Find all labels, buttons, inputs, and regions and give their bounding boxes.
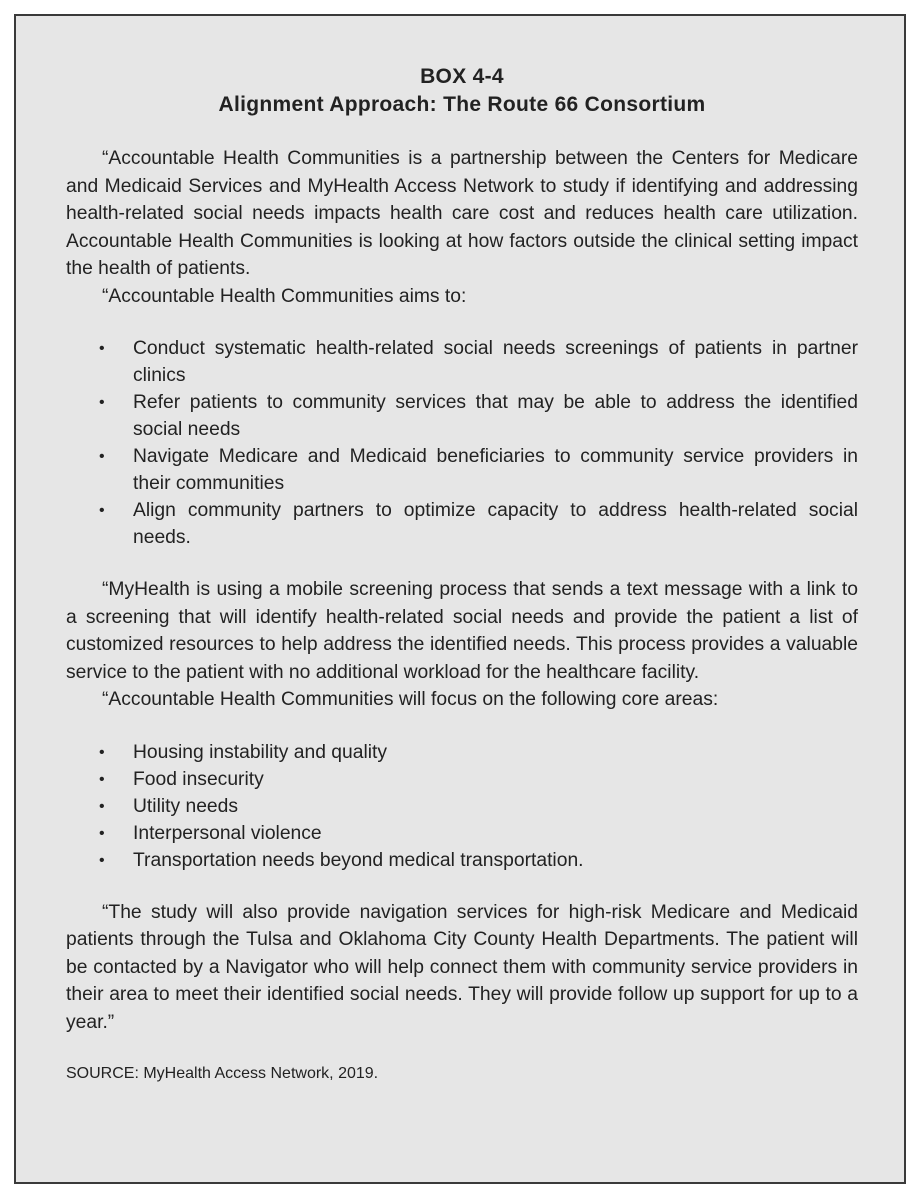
bullet-icon: • xyxy=(99,394,105,411)
list-item xyxy=(66,793,858,820)
list-item-text: Food insecurity xyxy=(133,768,264,790)
source-note: SOURCE: MyHealth Access Network, 2019. xyxy=(66,1065,379,1082)
list-item-text: Align community partners to optimize capacity to address health-related social needs. xyxy=(133,500,858,548)
bullet-icon: • xyxy=(99,448,105,465)
list-item xyxy=(66,443,858,497)
list-item xyxy=(66,497,858,551)
list-item xyxy=(66,335,858,389)
bullet-icon: • xyxy=(99,743,105,761)
list-item-text: Transportation needs beyond medical transportation. xyxy=(133,849,584,871)
paragraph-partnership: “Accountable Health Communities is a partnership between the Centers for Medicare and Medicaid Services and MyHealth Access Network to study if identifying and addressing health-related social needs impacts health care cost and reduces health care utilization. Accountable Health Communities is looking at how factors outside the clinical setting impact the health of patients. xyxy=(66,148,858,279)
list-item-text: Utility needs xyxy=(133,795,239,817)
list-item xyxy=(66,847,858,874)
list-item-text: Refer patients to community services that may be able to address the identified social needs xyxy=(133,392,858,440)
box-title: Alignment Approach: The Route 66 Consortium xyxy=(218,93,706,116)
list-item xyxy=(66,389,858,443)
list-item xyxy=(66,739,858,766)
box-4-4 xyxy=(14,14,906,1184)
paragraph-core-areas-intro: “Accountable Health Communities will focus on the following core areas: xyxy=(102,689,719,710)
paragraph-mobile-screening: “MyHealth is using a mobile screening process that sends a text message with a link to a screening that will identify health-related social needs and provide the patient a list of customized resources to help address the identified needs. This process provides a valuable service to the patient with no additional workload for the healthcare facility. xyxy=(66,579,858,683)
bullet-icon: • xyxy=(99,502,105,519)
list-item xyxy=(66,766,858,793)
paragraph-navigation-services: “The study will also provide navigation services for high-risk Medicare and Medicaid patients through the Tulsa and Oklahoma City County Health Departments. The patient will be contacted by a Navigator who will help connect them with community service providers in their area to meet their identified social needs. They will provide follow up support for up to a year.” xyxy=(66,901,858,1033)
paragraph-aims-intro: “Accountable Health Communities aims to: xyxy=(102,285,467,307)
box-content xyxy=(66,63,858,1101)
core-areas-list xyxy=(66,739,858,874)
list-item-text: Interpersonal violence xyxy=(133,822,322,844)
bullet-icon: • xyxy=(99,770,105,788)
list-item-text: Housing instability and quality xyxy=(133,741,388,763)
box-number: BOX 4-4 xyxy=(420,65,504,88)
bullet-icon: • xyxy=(99,851,105,869)
list-item-text: Conduct systematic health-related social needs screenings of patients in partner clinics xyxy=(133,338,858,386)
aims-list xyxy=(66,335,858,551)
bullet-icon: • xyxy=(99,340,105,357)
bullet-icon: • xyxy=(99,797,105,815)
bullet-icon: • xyxy=(99,824,105,842)
box-heading xyxy=(66,63,858,119)
list-item-text: Navigate Medicare and Medicaid beneficiaries to community service providers in their communities xyxy=(133,446,858,494)
list-item xyxy=(66,820,858,847)
